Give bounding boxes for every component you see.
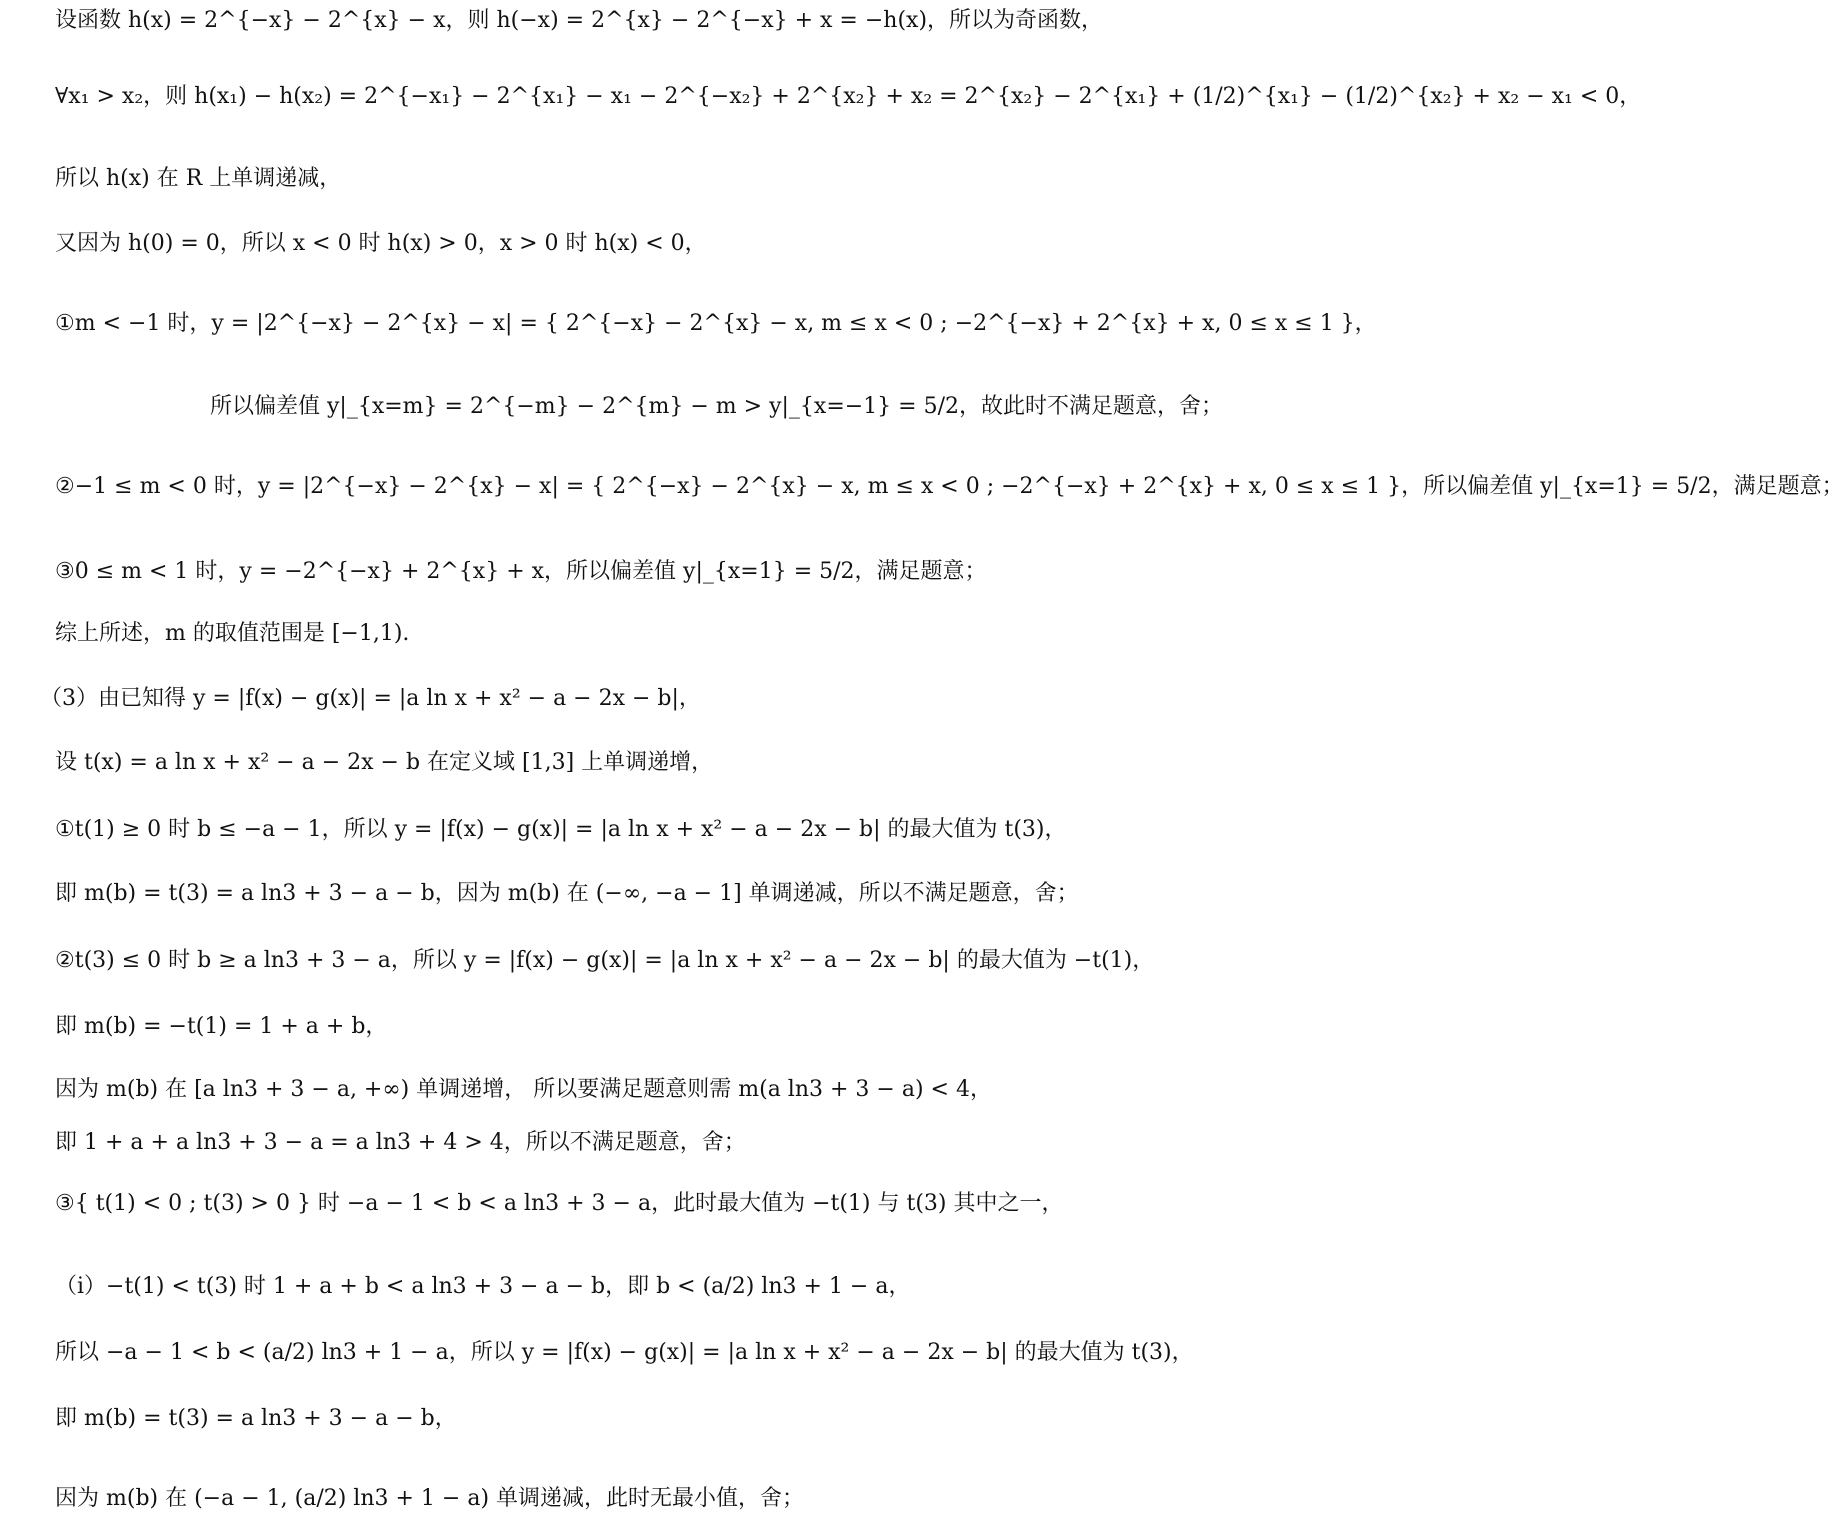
text-line-content: （3）由已知得 y = |f(x) − g(x)| = |a ln x + x² − a − 2x − b|， xyxy=(40,686,701,711)
text-line-content: 即 m(b) = t(3) = a ln3 + 3 − a − b，因为 m(b) 在 (−∞, −a − 1] 单调递减，所以不满足题意，舍； xyxy=(55,881,1079,906)
text-line xyxy=(55,1193,1080,1215)
text-line-content: 设函数 h(x) = 2^{−x} − 2^{x} − x，则 h(−x) = 2^{x} − 2^{−x} + x = −h(x)，所以为奇函数， xyxy=(55,8,1104,33)
text-line-content: 即 1 + a + a ln3 + 3 − a = a ln3 + 4 > 4，所以不满足题意，舍； xyxy=(55,1130,746,1155)
text-line xyxy=(55,311,1377,336)
text-line xyxy=(55,474,1844,499)
text-line xyxy=(55,1276,1080,1298)
text-line xyxy=(55,623,1080,645)
text-line-content: ①m < −1 时，y = |2^{−x} − 2^{x} − x| = { 2^{−x} − 2^{x} − x, m ≤ x < 0 ; −2^{−x} + 2^{x} + x, 0 ≤ x ≤ 1 }， xyxy=(55,311,1377,336)
text-line xyxy=(55,1340,1194,1365)
text-line-content: ②−1 ≤ m < 0 时，y = |2^{−x} − 2^{x} − x| = { 2^{−x} − 2^{x} − x, m ≤ x < 0 ; −2^{−x} + 2^{x} + x, 0 ≤ x ≤ 1 }，所以偏差值 y|_{x=1} = 5/2，满足题意； xyxy=(55,474,1844,499)
text-line xyxy=(55,883,1080,905)
text-line-content: ②t(3) ≤ 0 时 b ≥ a ln3 + 3 − a，所以 y = |f(x) − g(x)| = |a ln x + x² − a − 2x − b| 的最大值为 −t(1)， xyxy=(55,948,1155,973)
text-line-content: 所以偏差值 y|_{x=m} = 2^{−m} − 2^{m} − m > y|_{x=−1} = 5/2，故此时不满足题意，舍； xyxy=(210,394,1224,419)
text-line-content: （i）−t(1) < t(3) 时 1 + a + b < a ln3 + 3 − a − b，即 b < (a/2) ln3 + 1 − a， xyxy=(55,1274,911,1299)
text-line-content: 即 m(b) = −t(1) = 1 + a + b， xyxy=(55,1014,388,1039)
text-line xyxy=(55,561,1080,583)
text-line xyxy=(55,8,1104,33)
text-line xyxy=(55,233,1080,255)
text-line-content: 所以 h(x) 在 R 上单调递减， xyxy=(55,166,342,191)
text-line-content: 因为 m(b) 在 [a ln3 + 3 − a, +∞) 单调递增， 所以要满足题意则需 m(a ln3 + 3 − a) < 4， xyxy=(55,1077,992,1102)
text-line-content: 又因为 h(0) = 0，所以 x < 0 时 h(x) > 0，x > 0 时 h(x) < 0， xyxy=(55,231,707,256)
text-line-content: 即 m(b) = t(3) = a ln3 + 3 − a − b， xyxy=(55,1406,457,1431)
text-line xyxy=(55,1132,1080,1154)
text-line xyxy=(55,1016,1080,1038)
text-line xyxy=(55,1408,1080,1430)
text-line xyxy=(55,948,1155,973)
text-line xyxy=(55,819,1080,841)
text-line-content: 所以 −a − 1 < b < (a/2) ln3 + 1 − a，所以 y = |f(x) − g(x)| = |a ln x + x² − a − 2x − b| 的最大值为 t(3)， xyxy=(55,1340,1194,1365)
text-line xyxy=(210,394,1224,419)
text-line-content: 综上所述，m 的取值范围是 [−1,1). xyxy=(55,621,410,646)
text-line xyxy=(55,168,1080,190)
text-line xyxy=(40,688,1080,710)
text-line-content: 设 t(x) = a ln x + x² − a − 2x − b 在定义域 [1,3] 上单调递增， xyxy=(55,750,714,775)
text-line-content: ①t(1) ≥ 0 时 b ≤ −a − 1，所以 y = |f(x) − g(x)| = |a ln x + x² − a − 2x − b| 的最大值为 t(3)， xyxy=(55,817,1067,842)
text-line xyxy=(55,84,1642,109)
text-line-content: ∀x₁ > x₂，则 h(x₁) − h(x₂) = 2^{−x₁} − 2^{x₁} − x₁ − 2^{−x₂} + 2^{x₂} + x₂ = 2^{x₂} − 2^{x₁} + (1/2)^{x₁} − (1/2)^{x₂} + x₂ − x₁ < 0， xyxy=(55,84,1642,109)
text-line xyxy=(55,752,1080,774)
text-line-content: ③{ t(1) < 0 ; t(3) > 0 } 时 −a − 1 < b < a ln3 + 3 − a，此时最大值为 −t(1) 与 t(3) 其中之一， xyxy=(55,1191,1064,1216)
text-line xyxy=(55,1079,1080,1101)
text-line-content: 因为 m(b) 在 (−a − 1, (a/2) ln3 + 1 − a) 单调递减，此时无最小值，舍； xyxy=(55,1486,805,1511)
text-line-content: ③0 ≤ m < 1 时，y = −2^{−x} + 2^{x} + x，所以偏差值 y|_{x=1} = 5/2，满足题意； xyxy=(55,559,987,584)
text-line xyxy=(55,1488,1080,1510)
